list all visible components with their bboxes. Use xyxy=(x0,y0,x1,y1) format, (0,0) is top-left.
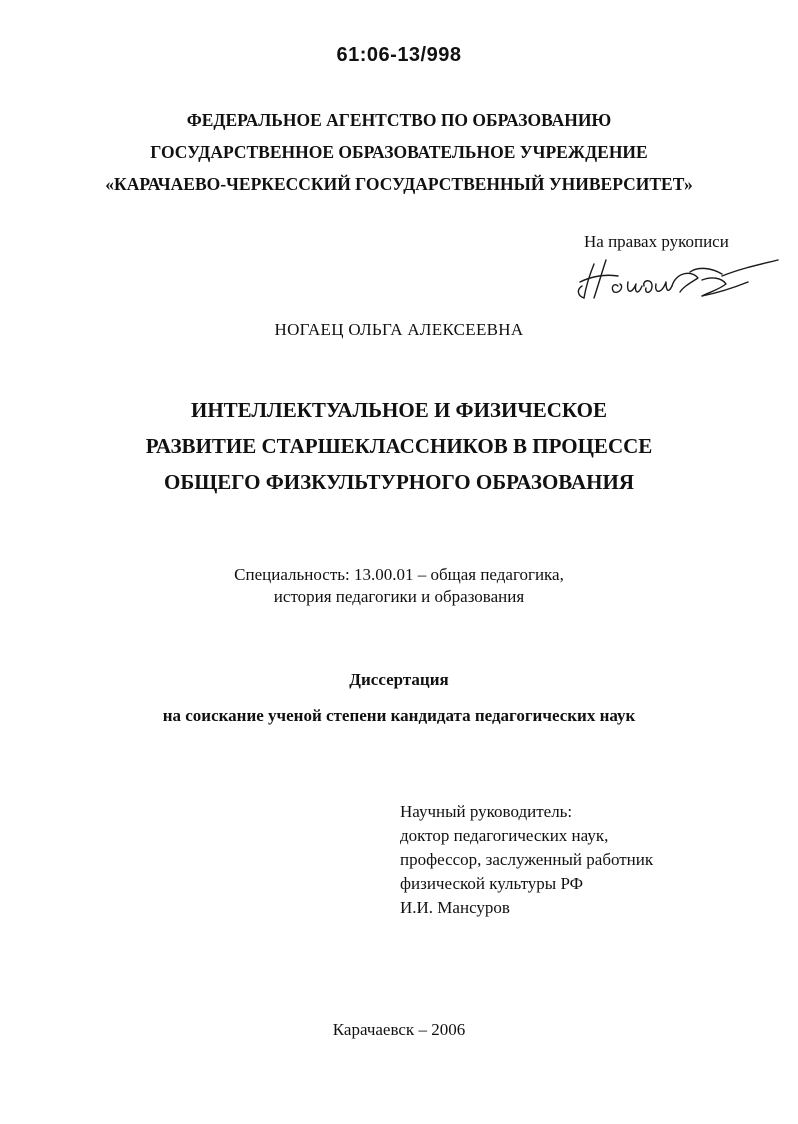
supervisor-line: Научный руководитель: xyxy=(400,802,573,821)
supervisor-name: И.И. Мансуров xyxy=(400,898,510,917)
supervisor-line: доктор педагогических наук, xyxy=(400,826,609,845)
document-type: Диссертация xyxy=(349,670,449,689)
degree-statement: на соискание ученой степени кандидата педагогических наук xyxy=(162,706,636,725)
dissertation-title-line: ОБЩЕГО ФИЗКУЛЬТУРНОГО ОБРАЗОВАНИЯ xyxy=(163,470,634,494)
supervisor-line: профессор, заслуженный работник xyxy=(400,850,654,869)
dissertation-title-line: РАЗВИТИЕ СТАРШЕКЛАССНИКОВ В ПРОЦЕССЕ xyxy=(145,434,653,458)
supervisor-line: физической культуры РФ xyxy=(400,874,584,893)
archive-code: 61:06-13/998 xyxy=(336,44,462,66)
handwritten-signature xyxy=(572,252,782,310)
specialty-line: история педагогики и образования xyxy=(273,587,525,606)
dissertation-title-line: ИНТЕЛЛЕКТУАЛЬНОЕ И ФИЗИЧЕСКОЕ xyxy=(191,398,607,422)
institution-university: «КАРАЧАЕВО-ЧЕРКЕССКИЙ ГОСУДАРСТВЕННЫЙ УНИВЕРСИТЕТ» xyxy=(105,174,693,194)
institution-type: ГОСУДАРСТВЕННОЕ ОБРАЗОВАТЕЛЬНОЕ УЧРЕЖДЕНИЕ xyxy=(150,142,648,162)
city-year: Карачаевск – 2006 xyxy=(332,1020,466,1039)
institution-agency: ФЕДЕРАЛЬНОЕ АГЕНТСТВО ПО ОБРАЗОВАНИЮ xyxy=(186,110,612,130)
manuscript-rights: На правах рукописи xyxy=(584,232,729,251)
specialty-line: Специальность: 13.00.01 – общая педагогика, xyxy=(234,565,564,584)
author-name: НОГАЕЦ ОЛЬГА АЛЕКСЕЕВНА xyxy=(274,320,524,339)
